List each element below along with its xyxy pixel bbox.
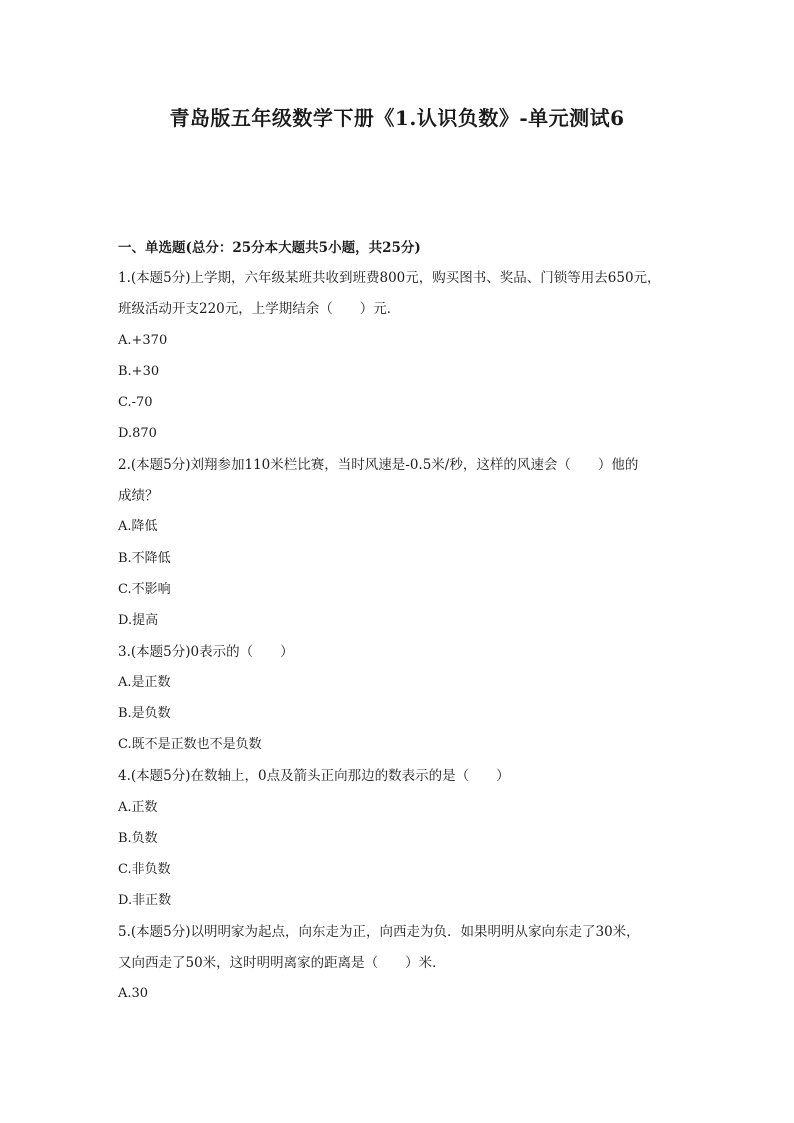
question-1-text-line-1: 1.(本题5分)上学期，六年级某班共收到班费800元，购买图书、奖品、门锁等用去650元， <box>118 270 661 286</box>
question-4-option-a: A.正数 <box>118 800 158 815</box>
question-3-text-line-1: 3.(本题5分)0表示的（ ） <box>118 644 294 660</box>
question-5-text-line-1: 5.(本题5分)以明明家为起点，向东走为正，向西走为负．如果明明从家向东走了30米， <box>118 924 640 940</box>
question-1-option-d: D.870 <box>118 426 157 441</box>
question-1-option-c: C.-70 <box>118 395 153 410</box>
section-heading: 一、单选题(总分：25分本大题共5小题，共25分) <box>118 240 421 256</box>
question-3-option-a: A.是正数 <box>118 675 171 690</box>
question-4-text-line-1: 4.(本题5分)在数轴上，0点及箭头正向那边的数表示的是（ ） <box>118 768 510 784</box>
question-2-text-line-1: 2.(本题5分)刘翔参加110米栏比赛，当时风速是-0.5米/秒，这样的风速会（ ）他的 <box>118 457 639 473</box>
question-4-option-b: B.负数 <box>118 831 158 846</box>
question-2-option-a: A.降低 <box>118 519 158 534</box>
question-1-option-a: A.+370 <box>118 333 168 348</box>
question-5-text-line-2: 又向西走了50米，这时明明离家的距离是（ ）米． <box>118 955 446 971</box>
question-1-text-line-2: 班级活动开支220元，上学期结余（ ）元． <box>118 301 401 317</box>
question-2-option-c: C.不影响 <box>118 582 171 597</box>
question-3-option-b: B.是负数 <box>118 706 171 721</box>
question-5-option-a: A.30 <box>118 986 149 1001</box>
question-1-option-b: B.+30 <box>118 364 160 379</box>
question-4-option-c: C.非负数 <box>118 862 171 877</box>
question-2-text-line-2: 成绩？ <box>118 488 159 504</box>
page-title: 青岛版五年级数学下册《1.认识负数》-单元测试6 <box>169 106 625 130</box>
question-4-option-d: D.非正数 <box>118 893 172 908</box>
question-3-option-c: C.既不是正数也不是负数 <box>118 737 262 752</box>
question-2-option-b: B.不降低 <box>118 551 171 566</box>
question-2-option-d: D.提高 <box>118 613 159 628</box>
